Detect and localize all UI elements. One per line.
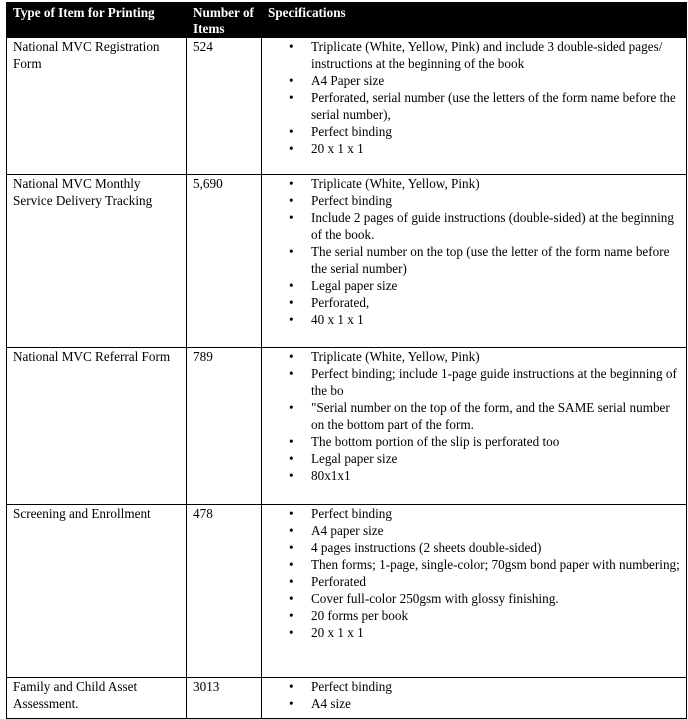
spec-list	[268, 38, 680, 157]
item-type-cell: National MVC Referral Form	[7, 348, 187, 505]
header-count: Number of Items	[187, 3, 262, 38]
spec-list	[268, 505, 680, 641]
header-row	[7, 3, 687, 38]
header-type: Type of Item for Printing	[7, 3, 187, 38]
item-type-cell: Family and Child Asset Assessment.	[7, 678, 187, 719]
spec-list	[268, 678, 680, 712]
spec-item: • Perforated, serial number (use the letters of the form name before the serial number),	[268, 89, 680, 123]
printing-spec-table	[6, 2, 687, 719]
item-type-cell: National MVC Registration Form	[7, 38, 187, 175]
table-row	[7, 348, 687, 505]
spec-item: • 20 forms per book	[268, 607, 680, 624]
item-type-cell: Screening and Enrollment	[7, 505, 187, 678]
header-specs: Specifications	[262, 3, 687, 38]
item-specs-cell	[262, 175, 687, 348]
spec-item: • A4 Paper size	[268, 72, 680, 89]
spec-item: • 80x1x1	[268, 467, 680, 484]
spec-item: • 4 pages instructions (2 sheets double-sided)	[268, 539, 680, 556]
item-specs-cell	[262, 348, 687, 505]
item-count-cell: 524	[187, 38, 262, 175]
item-count-cell: 478	[187, 505, 262, 678]
spec-item: • "Serial number on the top of the form, and the SAME serial number on the bottom part of the form.	[268, 399, 680, 433]
spec-item: • Perfect binding	[268, 123, 680, 140]
spec-item: • Legal paper size	[268, 450, 680, 467]
spec-item: • The bottom portion of the slip is perforated too	[268, 433, 680, 450]
spec-list	[268, 348, 680, 484]
spec-item: • Triplicate (White, Yellow, Pink)	[268, 348, 680, 365]
table-row	[7, 175, 687, 348]
spec-item: • A4 paper size	[268, 522, 680, 539]
spec-item: • Perforated,	[268, 294, 680, 311]
spec-item: • Perfect binding	[268, 505, 680, 522]
spec-item: • Triplicate (White, Yellow, Pink)	[268, 175, 680, 192]
table-row	[7, 678, 687, 719]
spec-item: • 20 x 1 x 1	[268, 140, 680, 157]
item-count-cell: 3013	[187, 678, 262, 719]
item-specs-cell	[262, 678, 687, 719]
spec-item: • 20 x 1 x 1	[268, 624, 680, 641]
spec-item: • Cover full-color 250gsm with glossy finishing.	[268, 590, 680, 607]
item-type-cell: National MVC Monthly Service Delivery Tracking	[7, 175, 187, 348]
item-count-cell: 789	[187, 348, 262, 505]
item-specs-cell	[262, 505, 687, 678]
spec-item: • Triplicate (White, Yellow, Pink) and include 3 double-sided pages/ instructions at the beginning of the book	[268, 38, 680, 72]
item-count-cell: 5,690	[187, 175, 262, 348]
table-row	[7, 38, 687, 175]
spec-item: • 40 x 1 x 1	[268, 311, 680, 328]
spec-item: • Perforated	[268, 573, 680, 590]
spec-item: • Include 2 pages of guide instructions (double-sided) at the beginning of the book.	[268, 209, 680, 243]
spec-list	[268, 175, 680, 328]
spec-item: • Then forms; 1-page, single-color; 70gsm bond paper with numbering;	[268, 556, 680, 573]
spec-item: • Perfect binding	[268, 192, 680, 209]
table-row	[7, 505, 687, 678]
spec-item: • Legal paper size	[268, 277, 680, 294]
spec-item: • Perfect binding; include 1-page guide instructions at the beginning of the bo	[268, 365, 680, 399]
spec-item: • Perfect binding	[268, 678, 680, 695]
item-specs-cell	[262, 38, 687, 175]
spec-item: • The serial number on the top (use the letter of the form name before the serial number)	[268, 243, 680, 277]
spec-item: • A4 size	[268, 695, 680, 712]
